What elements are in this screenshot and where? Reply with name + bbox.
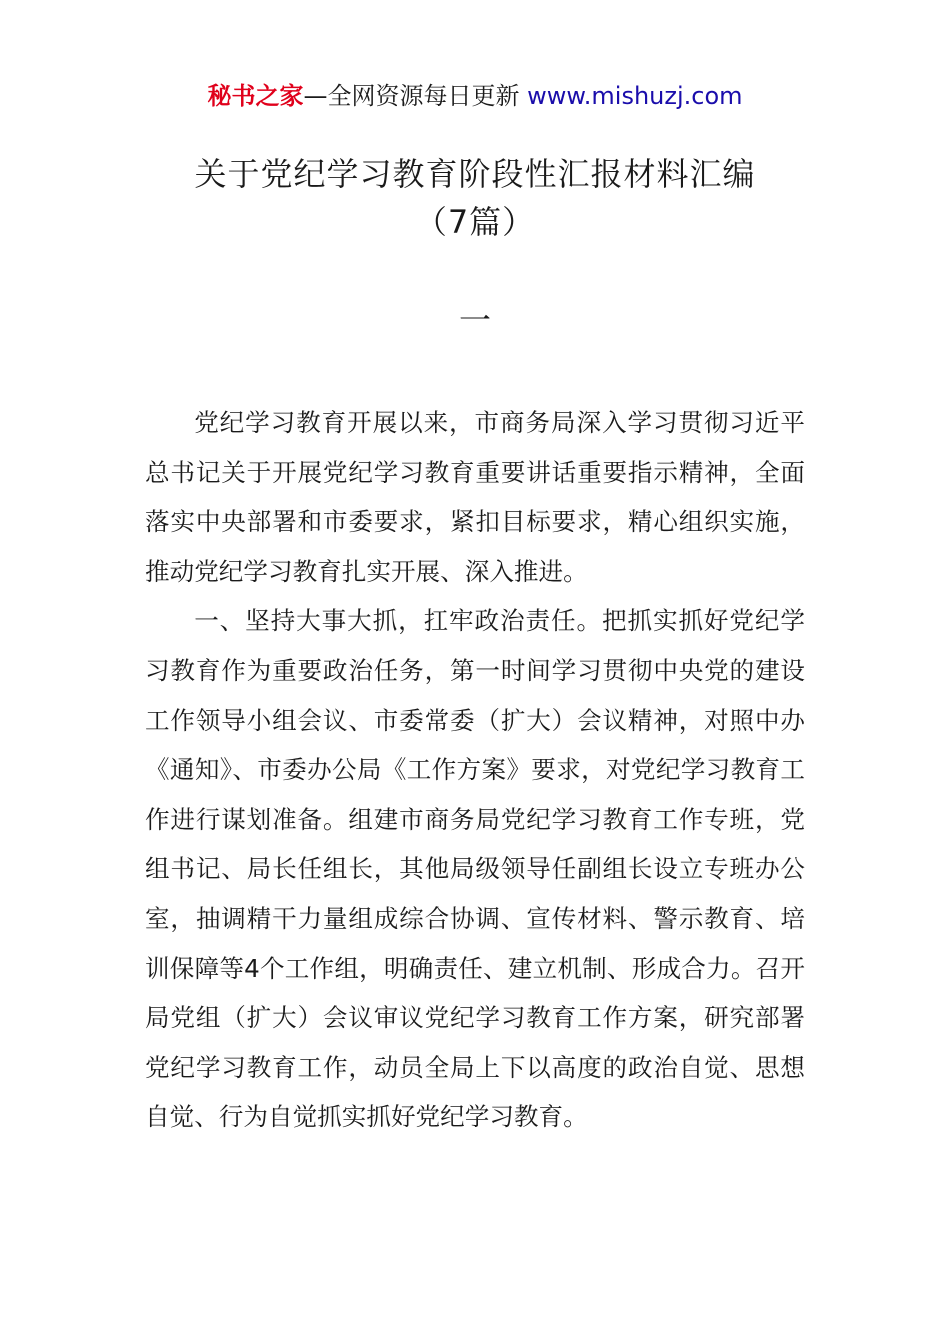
section-number: 一 xyxy=(458,301,491,339)
brand-name: 秘书之家 xyxy=(207,82,304,110)
document-body xyxy=(145,398,805,1142)
site-url-link[interactable]: www.mishuzj.com xyxy=(527,82,743,110)
document-title xyxy=(0,150,950,246)
paragraph-point-1: 一、坚持大事大抓，扛牢政治责任。把抓实抓好党纪学习教育作为重要政治任务，第一时间学习贯彻中央党的建设工作领导小组会议、市委常委（扩大）会议精神，对照中办《通知》、市委办公局《工作方案》要求，对党纪学习教育工作进行谋划准备。组建市商务局党纪学习教育工作专班，党组书记、局长任组长，其他局级领导任副组长设立专班办公室，抽调精干力量组成综合协调、宣传材料、警示教育、培训保障等4个工作组，明确责任、建立机制、形成合力。召开局党组（扩大）会议审议党纪学习教育工作方案，研究部署党纪学习教育工作，动员全局上下以高度的政治自觉、思想自觉、行为自觉抓实抓好党纪学习教育。 xyxy=(145,606,805,1132)
header-tagline: —全网资源每日更新 xyxy=(303,82,528,110)
title-line-2: （7篇） xyxy=(414,203,536,241)
site-header xyxy=(0,80,950,112)
title-line-1: 关于党纪学习教育阶段性汇报材料汇编 xyxy=(194,155,756,193)
paragraph-intro: 党纪学习教育开展以来，市商务局深入学习贯彻习近平总书记关于开展党纪学习教育重要讲话重要指示精神，全面落实中央部署和市委要求，紧扣目标要求，精心组织实施，推动党纪学习教育扎实开展、深入推进。 xyxy=(145,408,805,586)
